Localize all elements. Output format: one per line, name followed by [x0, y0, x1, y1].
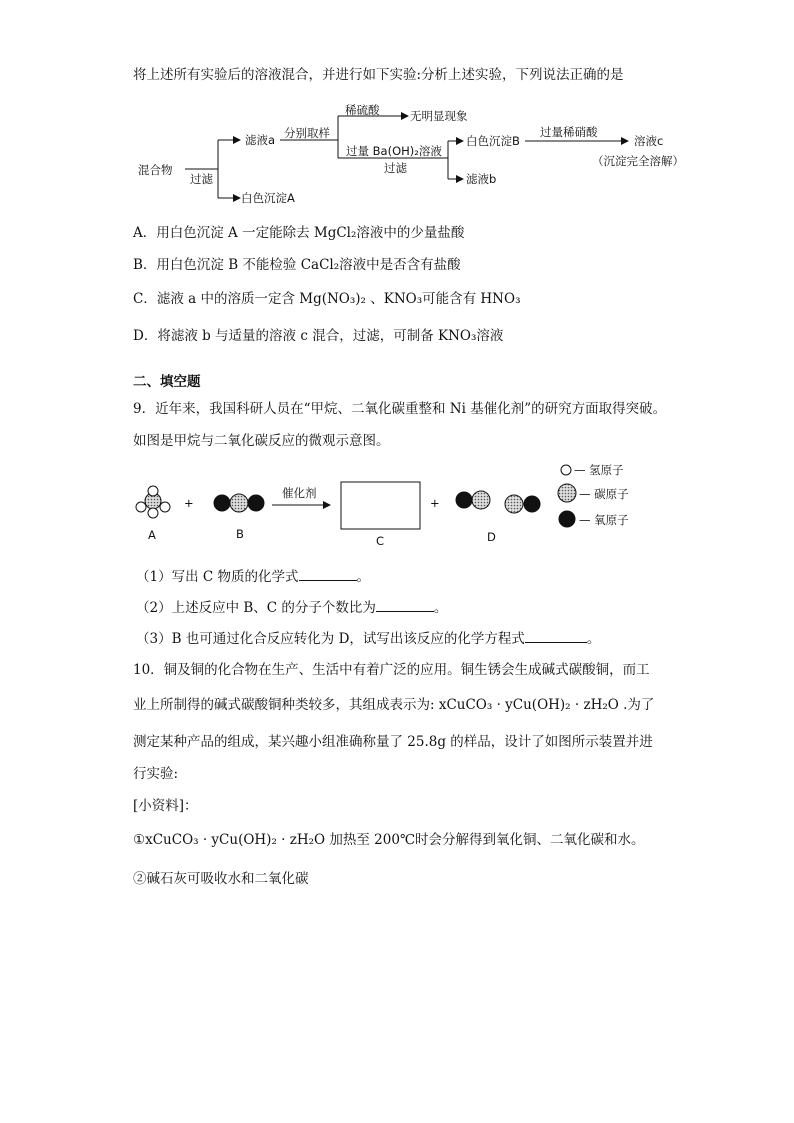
option-d: D．将滤液 b 与适量的溶液 c 混合，过滤，可制备 KNO₃溶液: [133, 328, 504, 344]
q9-plus-1: +: [184, 496, 194, 510]
q10-line4: 行实验:: [133, 766, 179, 782]
q9-label-d: D: [487, 530, 496, 544]
legend-carbon: — 碳原子: [579, 487, 629, 501]
flow-precip-b: 白色沉淀B: [466, 134, 520, 148]
option-b: B．用白色沉淀 B 不能检验 CaCl₂溶液中是否含有盐酸: [133, 257, 461, 273]
flow-precip-a: 白色沉淀A: [241, 191, 295, 205]
q10-info1: ①xCuCO₃ · yCu(OH)₂ · zH₂O 加热至 200℃时会分解得到氧化铜、二氧化碳和水。: [133, 832, 645, 848]
molecule-b: [214, 494, 264, 512]
q9-line1: 9．近年来，我国科研人员在“甲烷、二氧化碳重整和 Ni 基催化剂”的研究方面取得突破。: [133, 401, 667, 417]
q10-info2: ②碱石灰可吸收水和二氧化碳: [133, 871, 309, 887]
q9-label-a: A: [148, 528, 156, 542]
flow-no-change: 无明显现象: [410, 109, 468, 123]
flow-mixture: 混合物: [138, 163, 173, 177]
q9-sub3: （3）B 也可通过化合反应转化为 D，试写出该反应的化学方程式 。: [136, 631, 601, 647]
flow-dil-h2so4: 稀硫酸: [345, 103, 380, 117]
q9-line2: 如图是甲烷与二氧化碳反应的微观示意图。: [133, 433, 390, 449]
q10-line1: 10．铜及铜的化合物在生产、生活中有着广泛的应用。铜生锈会生成碱式碳酸铜，而工: [133, 662, 650, 678]
box-c: [341, 482, 420, 529]
option-c: C．滤液 a 中的溶质一定含 Mg(NO₃)₂ 、KNO₃可能含有 HNO₃: [133, 291, 521, 307]
q10-line2: 业上所制得的碱式碳酸铜种类较多，其组成表示为: xCuCO₃ · yCu(OH)₂ · zH₂O .为了: [133, 697, 655, 713]
answer-blank-1[interactable]: [299, 568, 357, 581]
legend-hydrogen: — 氢原子: [574, 463, 624, 477]
q9-label-b: B: [236, 527, 244, 541]
flow-filter1: 过滤: [190, 172, 213, 186]
q9-plus-2: +: [430, 496, 440, 510]
q9-sub1: （1）写出 C 物质的化学式 。: [136, 569, 371, 585]
legend-oxygen: — 氧原子: [579, 513, 629, 527]
q9-catalyst: 催化剂: [282, 486, 317, 500]
q9-sub2: （2）上述反应中 B、C 的分子个数比为 。: [136, 600, 448, 616]
flow-baoh2: 过量 Ba(OH)₂溶液: [346, 144, 442, 158]
molecule-d: [456, 491, 540, 513]
q10-info-title: [小资料]：: [133, 798, 198, 814]
flow-filter2: 过滤: [384, 161, 407, 175]
section-title: 二、填空题: [133, 374, 201, 390]
answer-blank-3[interactable]: [525, 630, 587, 643]
flow-dil-hno3: 过量稀硝酸: [540, 125, 598, 139]
answer-blank-2[interactable]: [376, 599, 434, 612]
flow-split: 分别取样: [284, 126, 330, 140]
flow-filtrate-b: 滤液b: [466, 172, 497, 186]
option-a: A．用白色沉淀 A 一定能除去 MgCl₂溶液中的少量盐酸: [133, 225, 465, 241]
q9-label-c: C: [376, 534, 385, 548]
q10-line3: 测定某种产品的组成，某兴趣小组准确称量了 25.8g 的样品，设计了如图所示装置并进: [133, 734, 653, 750]
flow-filtrate-a: 滤液a: [245, 133, 276, 147]
flow-solution-c: 溶液c: [634, 134, 664, 148]
flow-dissolve-note: （沉淀完全溶解）: [592, 154, 684, 168]
molecule-a: [136, 486, 170, 518]
intro-text: 将上述所有实验后的溶液混合，并进行如下实验:分析上述实验，下列说法正确的是: [133, 67, 624, 83]
